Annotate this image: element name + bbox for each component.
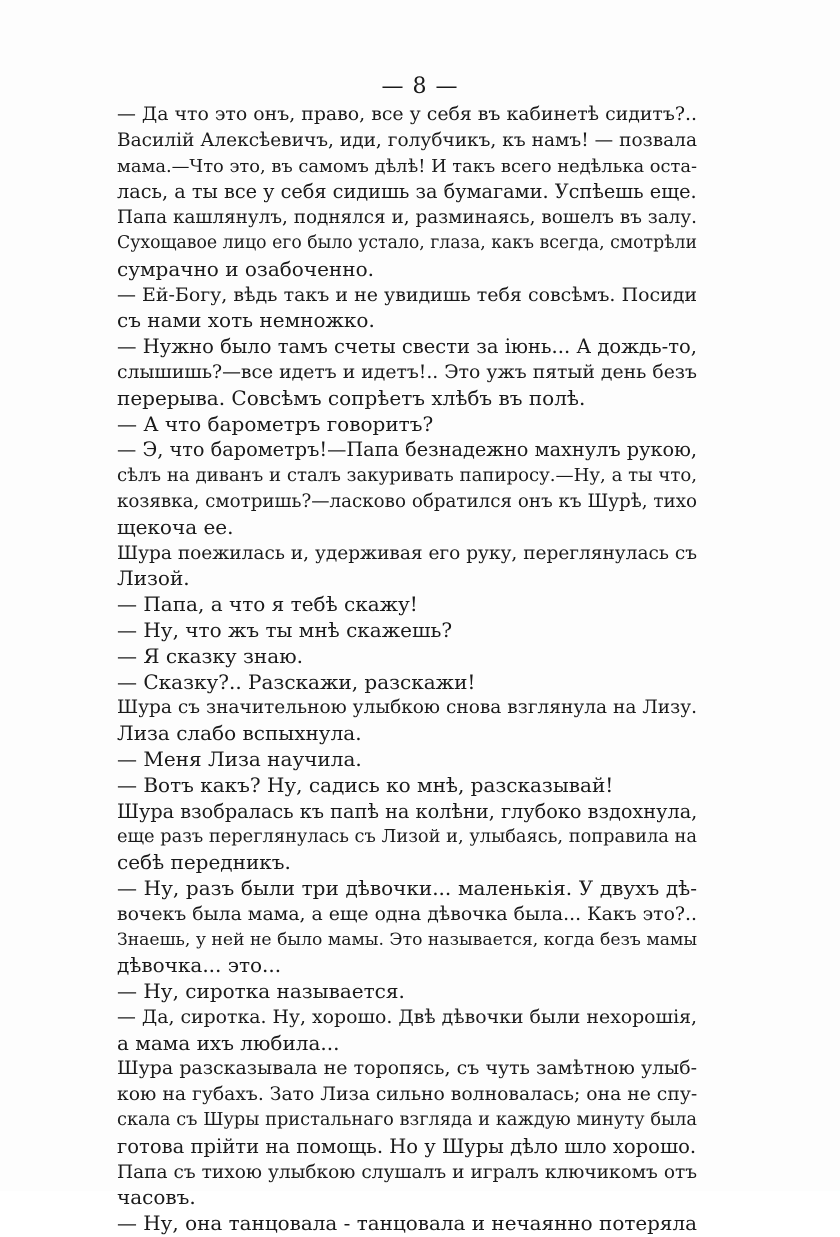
text-line: кою на губахъ. Зато Лиза сильно волновалась; она не спу- [117,1084,698,1106]
text-line: дѣвочка... это... [117,953,282,978]
text-line: Лизой. [117,566,190,591]
text-line: сумрачно и озабоченно. [117,256,374,281]
text-line: скала съ Шуры пристальнаго взгляда и каждую минуту была [117,1110,697,1131]
text-line: мама.—Что это, въ самомъ дѣлѣ! И такъ всего недѣлька оста- [117,155,697,177]
text-line: козявка, смотришь?—ласково обратился онъ къ Шурѣ, тихо [117,490,697,512]
text-line: лась, а ты все у себя сидишь за бумагами. Успѣешь еще. [117,180,697,204]
text-line: еще разъ переглянулась съ Лизой и, улыбаясь, поправила на [117,826,697,848]
text-line: а мама ихъ любила... [117,1030,340,1055]
text-line: — Я сказку знаю. [117,643,303,668]
text-line: Знаешь, у ней не было мамы. Это называется, когда безъ мамы [117,929,697,950]
text-line: — Да что это онъ, право, все у себя въ кабинетѣ сидитъ?.. [117,103,697,125]
text-line: часовъ. [117,1185,196,1210]
text-line: — Вотъ какъ? Ну, садись ко мнѣ, разсказывай! [117,772,614,797]
text-line: Лиза слабо вспыхнула. [117,721,362,746]
text-line: — Меня Лиза научила. [117,746,362,771]
text-line: — Ну, разъ были три дѣвочки... маленькiя. У двухъ дѣ- [117,875,697,900]
text-line: съ нами хоть немножко. [117,308,375,333]
text-line: сѣлъ на диванъ и сталъ закуривать папиросу.—Ну, а ты что, [117,465,697,487]
text-line: — Да, сиротка. Ну, хорошо. Двѣ дѣвочки были нехорошiя, [117,1005,697,1028]
text-line: — Ну, что жъ ты мнѣ скажешь? [117,617,453,642]
text-line: — Э, что барометръ!—Папа безнадежно махнулъ рукою, [117,438,697,462]
text-line: Шура поежилась и, удерживая его руку, переглянулась съ [117,542,697,564]
text-line: готова прiйти на помощь. Но у Шуры дѣло шло хорошо. [117,1134,697,1158]
text-line: — Папа, а что я тебѣ скажу! [117,592,418,617]
text-body [117,102,697,1237]
text-line: вочекъ была мама, а еще одна дѣвочка была... Какъ это?.. [117,903,697,925]
text-line: себѣ передникъ. [117,850,291,875]
text-line: перерыва. Совсѣмъ сопрѣетъ хлѣбъ въ полѣ. [117,385,586,410]
text-line: Шура взобралась къ папѣ на колѣни, глубоко вздохнула, [117,799,698,823]
text-line: щекоча ее. [117,514,234,539]
text-line: — Ну, она танцовала - танцовала и нечаянно потеряла [117,1212,697,1236]
text-line: слышишь?—все идетъ и идетъ!.. Это ужъ пятый день безъ [117,361,697,383]
text-line: Шура съ значительною улыбкою снова взглянула на Лизу. [117,697,697,719]
page-number: — 8 — [381,74,459,99]
text-line: Папа кашлянулъ, поднялся и, разминаясь, вошелъ въ залу. [117,207,697,229]
text-line: — Сказку?.. Разскажи, разскажи! [117,669,476,694]
text-line: — Нужно было тамъ счеты свести за iюнь... А дождь-то, [117,335,697,359]
text-line: Шура разсказывала не торопясь, съ чуть замѣтною улыб- [117,1057,697,1080]
text-line: — Ну, сиротка называется. [117,979,405,1004]
text-line: — Ей-Богу, вѣдь такъ и не увидишь тебя совсѣмъ. Посиди [117,283,697,306]
text-line: Сухощавое лицо его было устало, глаза, какъ всегда, смотрѣли [117,232,697,253]
text-line: — А что барометръ говоритъ? [117,411,434,436]
text-line: Василiй Алексѣевичъ, иди, голубчикъ, къ намъ! — позвала [117,129,697,151]
text-line: Папа съ тихою улыбкою слушалъ и игралъ ключикомъ отъ [117,1161,697,1183]
